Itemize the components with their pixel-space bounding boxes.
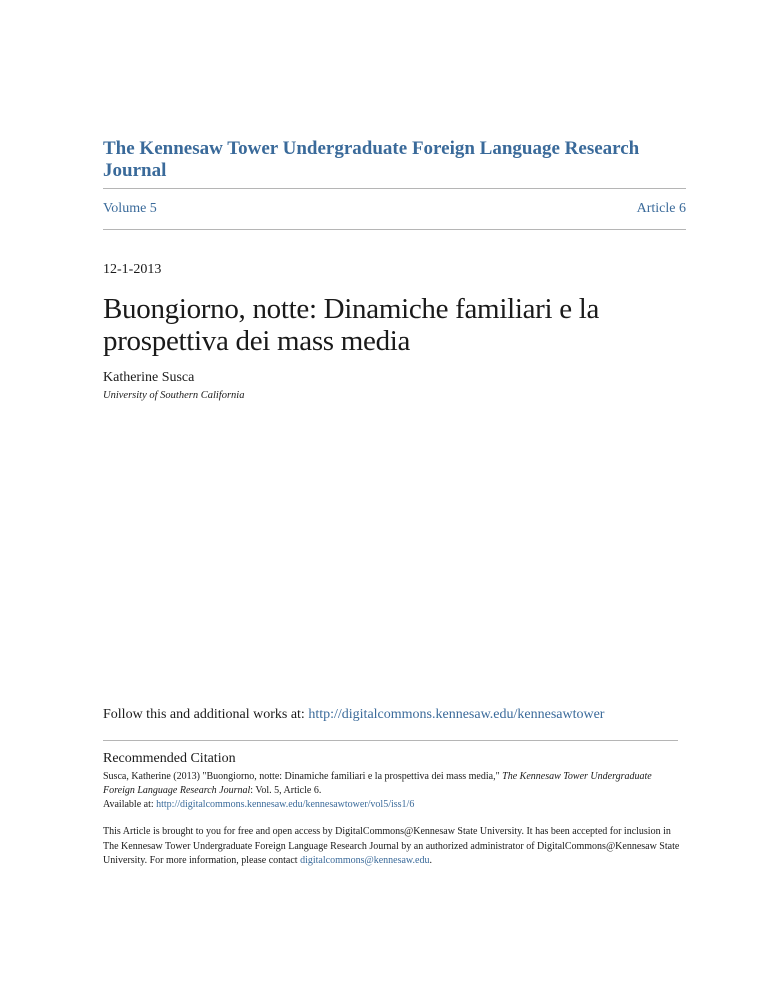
notice-end: . [429,855,432,866]
citation-part1: Susca, Katherine (2013) "Buongiorno, notte: Dinamiche familiari e la prospettiva dei mass media," [103,771,503,782]
author-name: Katherine Susca [103,370,195,385]
citation-part2: : Vol. 5, Article 6. [250,785,322,796]
citation-journal: The Kennesaw Tower Undergraduate Foreign Language Research Journal [103,771,652,796]
divider-citation [103,740,678,741]
journal-title-link[interactable]: The Kennesaw Tower Undergraduate Foreign Language Research Journal [103,138,640,181]
divider-bottom [103,229,686,230]
follow-line [103,707,604,723]
citation-available-prefix: Available at: [103,799,157,810]
article-title: Buongiorno, notte: Dinamiche familiari e la prospettiva dei mass media [103,293,600,357]
divider-top [103,188,686,189]
notice-text: This Article is brought to you for free and open access by DigitalCommons@Kennesaw State University. It has been accepted for inclusion in The Kennesaw Tower Undergraduate Foreign Language Research Journal by an authorized administrator of DigitalCommons@Kennesaw State University. For more information, please contact [103,826,680,866]
follow-url-link[interactable]: http://digitalcommons.kennesaw.edu/kennesawtower [308,707,605,722]
follow-prefix: Follow this and additional works at: [103,707,309,722]
recommended-citation-heading: Recommended Citation [103,751,236,766]
author-affiliation: University of Southern California [103,390,245,401]
volume-link[interactable]: Volume 5 [103,201,157,216]
contact-email-link[interactable]: digitalcommons@kennesaw.edu [300,855,430,866]
citation-url-link[interactable]: http://digitalcommons.kennesaw.edu/kennesawtower/vol5/iss1/6 [156,799,415,810]
publication-date: 12-1-2013 [103,262,162,277]
citation-text [103,770,683,812]
article-link[interactable]: Article 6 [636,201,686,216]
access-notice [103,825,683,869]
